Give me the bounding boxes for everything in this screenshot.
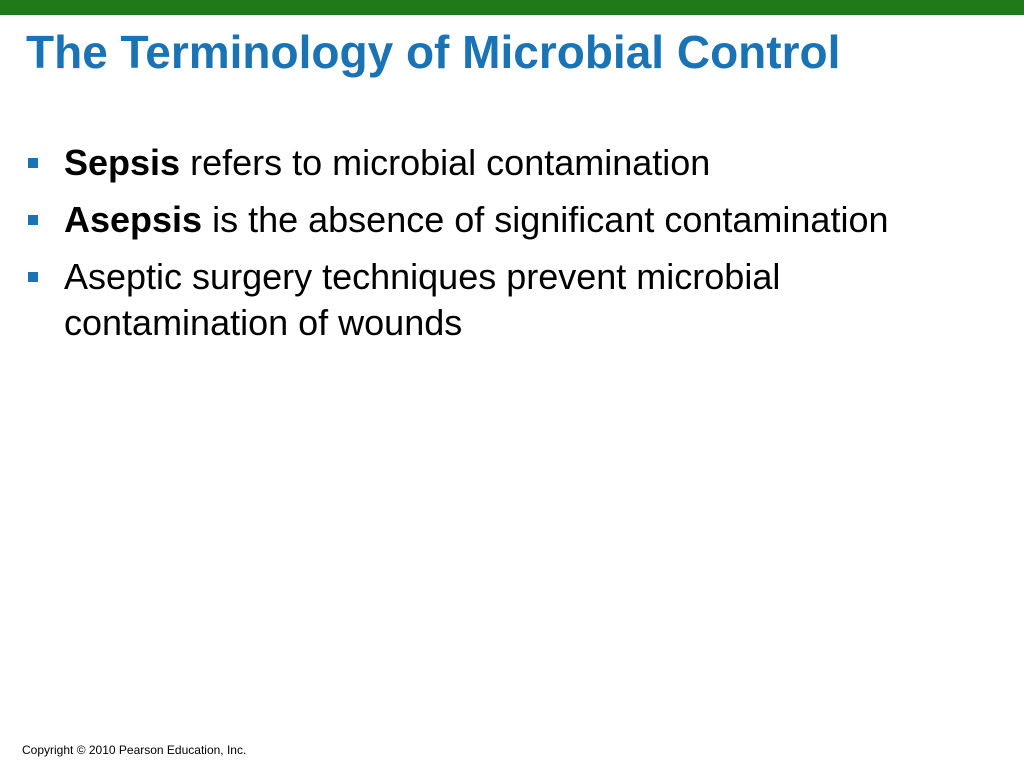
copyright-notice: Copyright © 2010 Pearson Education, Inc. [22,743,247,757]
top-accent-bar [0,0,1024,15]
bullet-text: refers to microbial contamination [180,142,711,183]
bullet-text: is the absence of significant contamination [202,199,889,240]
slide-title: The Terminology of Microbial Control [26,26,841,78]
bullet-item-asepsis [26,197,1006,243]
square-bullet-icon [28,158,38,168]
bullet-text: Aseptic surgery techniques prevent microbial contamination of wounds [64,256,781,343]
bullet-item-aseptic-surgery [26,254,1006,346]
bullet-list [26,140,1006,357]
square-bullet-icon [28,215,38,225]
bullet-item-sepsis [26,140,1006,186]
square-bullet-icon [28,272,38,282]
bullet-term: Sepsis [64,142,181,183]
bullet-term: Asepsis [64,199,203,240]
